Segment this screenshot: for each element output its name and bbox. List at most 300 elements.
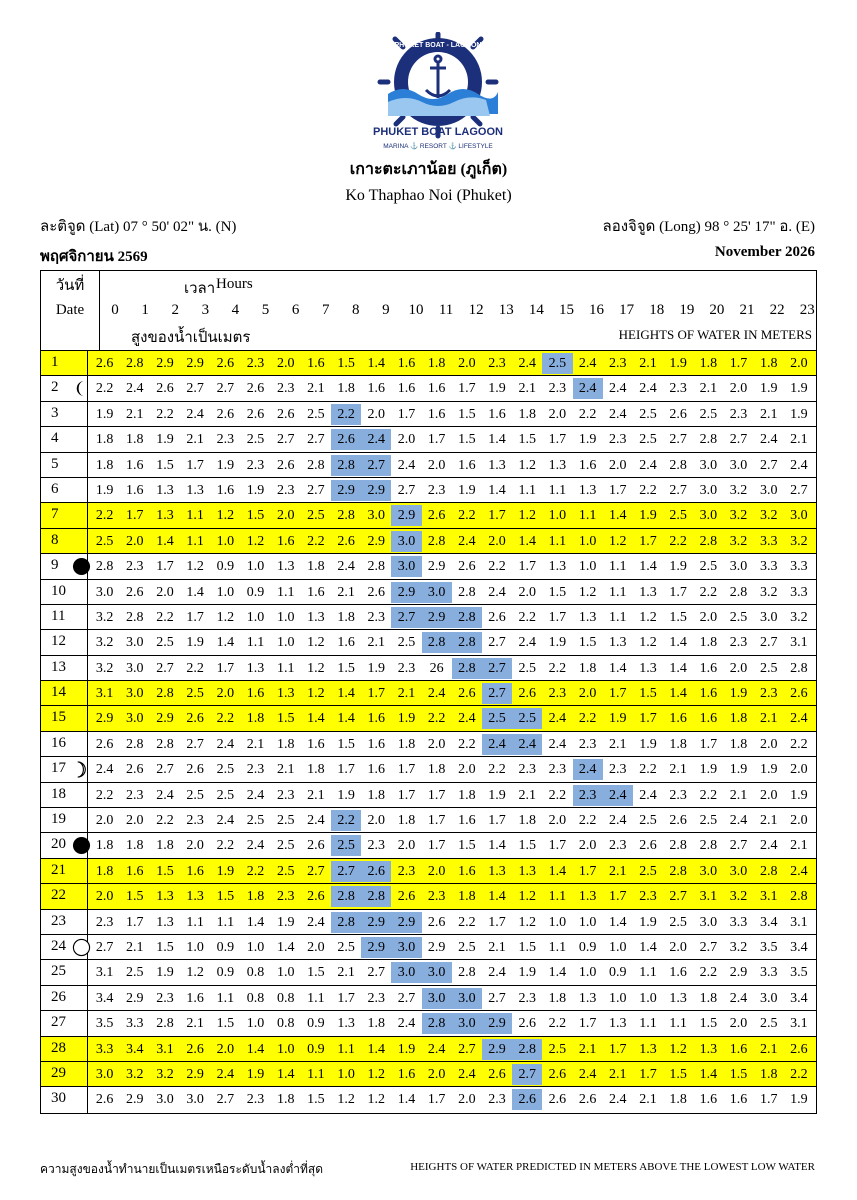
table-row: [41, 1062, 816, 1087]
table-row: [41, 1037, 816, 1062]
logo-ring-text: PHUKET BOAT - LAGOON: [394, 42, 482, 49]
table-row: [41, 1011, 816, 1036]
height-cell: 2.2: [488, 762, 506, 778]
height-cell: 2.3: [518, 990, 536, 1006]
height-cell: 2.0: [422, 861, 452, 882]
hours-label: Hours: [216, 276, 253, 292]
height-cell: 1.9: [458, 482, 476, 498]
height-cell: 3.2: [723, 505, 753, 526]
height-cell: 2.6: [95, 1092, 114, 1108]
height-cell: 2.4: [512, 353, 542, 374]
height-cell: 1.3: [156, 482, 174, 498]
height-cell: 2.1: [307, 787, 325, 803]
height-cell: 2.9: [180, 353, 210, 374]
height-cell: 3.4: [120, 1039, 150, 1060]
height-cell: 2.0: [548, 406, 567, 422]
height-cell: 3.3: [759, 559, 778, 575]
height-cell: 2.6: [331, 429, 361, 450]
height-cell: 2.0: [90, 886, 120, 907]
height-cell: 2.3: [548, 762, 567, 778]
height-cell: 2.8: [790, 660, 808, 676]
height-cell: 1.6: [301, 353, 331, 374]
height-cell: 3.2: [150, 1064, 180, 1085]
height-cell: 2.1: [307, 381, 325, 397]
height-cell: 2.0: [548, 813, 567, 829]
table-row: [41, 833, 816, 858]
height-cell: 1.6: [693, 708, 723, 729]
height-cell: 2.0: [729, 1016, 748, 1032]
day-number: 28: [51, 1039, 66, 1056]
height-cell: 2.6: [639, 838, 657, 854]
height-cell: 2.5: [518, 660, 536, 676]
height-cell: 2.8: [693, 531, 723, 552]
table-row: [41, 910, 816, 935]
height-cell: 2.1: [488, 939, 506, 955]
height-cell: 2.2: [699, 965, 718, 981]
height-cell: 2.5: [397, 635, 416, 651]
day-cell: [41, 1037, 88, 1061]
height-cell: 3.4: [790, 990, 808, 1006]
day-cell: [41, 580, 88, 604]
height-cell: 2.9: [391, 582, 421, 603]
height-cell: 2.4: [156, 787, 174, 803]
height-cell: 2.5: [639, 813, 657, 829]
height-cell: 2.5: [180, 683, 210, 704]
height-cell: 1.3: [488, 457, 506, 473]
height-cell: 2.2: [458, 736, 476, 752]
height-cell: 2.1: [186, 1016, 204, 1032]
hour-label: 19: [679, 302, 695, 318]
height-cell: 1.9: [578, 432, 597, 448]
height-cell: 1.7: [548, 609, 567, 625]
height-cell: 2.6: [548, 1092, 567, 1108]
height-cell: 2.8: [784, 886, 814, 907]
day-number: 24: [51, 937, 66, 954]
height-cell: 1.1: [216, 990, 235, 1006]
height-cell: 2.5: [639, 406, 657, 422]
height-cell: 1.5: [120, 886, 150, 907]
height-cell: 2.4: [452, 531, 482, 552]
height-cell: 2.8: [307, 457, 325, 473]
height-cell: 2.4: [422, 1039, 452, 1060]
hour-label: 18: [649, 302, 665, 318]
height-cell: 2.5: [216, 762, 235, 778]
logo-tagline: MARINA ⚓ RESORT ⚓ LIFESTYLE: [383, 143, 493, 150]
height-cell: 1.8: [699, 990, 718, 1006]
height-cell: 2.3: [126, 787, 144, 803]
day-cell: [41, 427, 88, 451]
height-cell: 3.2: [95, 635, 114, 651]
hour-label: 21: [739, 302, 755, 318]
height-cell: 1.1: [246, 635, 265, 651]
height-cell: 1.5: [156, 939, 174, 955]
height-cell: 1.6: [126, 482, 144, 498]
day-number: 3: [51, 404, 59, 421]
height-cell: 2.1: [609, 736, 627, 752]
height-cell: 2.4: [603, 785, 633, 806]
height-cell: 1.7: [669, 584, 687, 600]
height-cell: 2.9: [126, 1092, 144, 1108]
hour-label: 17: [619, 302, 635, 318]
height-cell: 2.4: [482, 734, 512, 755]
height-cell: 2.6: [126, 762, 144, 778]
height-cell: 2.5: [216, 787, 235, 803]
height-cell: 2.9: [427, 559, 446, 575]
height-cell: 2.6: [458, 559, 476, 575]
day-cell: [41, 478, 88, 502]
height-cell: 1.6: [458, 457, 476, 473]
height-cell: 3.3: [90, 1039, 120, 1060]
height-cell: 1.1: [276, 660, 295, 676]
day-cell: [41, 503, 88, 527]
month-thai: พฤศจิกายน 2569: [40, 249, 148, 265]
height-cell: 2.8: [452, 632, 482, 653]
height-cell: 2.1: [337, 584, 355, 600]
height-cell: 1.8: [458, 787, 476, 803]
height-cell: 1.5: [216, 1016, 235, 1032]
height-cell: 1.8: [276, 1092, 295, 1108]
height-cell: 2.5: [246, 432, 265, 448]
height-cell: 1.5: [156, 457, 174, 473]
height-cell: 1.9: [276, 914, 295, 930]
height-cell: 1.8: [367, 787, 386, 803]
height-cell: 2.2: [458, 914, 476, 930]
height-cell: 2.5: [90, 531, 120, 552]
day-number: 23: [51, 912, 66, 929]
height-cell: 1.4: [548, 965, 567, 981]
height-cell: 1.9: [391, 1039, 421, 1060]
height-cell: 2.0: [427, 457, 446, 473]
height-cell: 2.2: [548, 1016, 567, 1032]
height-cell: 1.1: [518, 482, 536, 498]
height-cell: 2.9: [361, 531, 391, 552]
height-cell: 3.0: [452, 1013, 482, 1034]
height-cell: 2.1: [759, 813, 778, 829]
table-row: [41, 503, 816, 528]
height-cell: 1.1: [186, 914, 204, 930]
height-cell: 2.7: [482, 683, 512, 704]
height-cell: 3.5: [759, 939, 778, 955]
height-cell: 1.9: [790, 787, 808, 803]
height-cell: 2.3: [276, 482, 295, 498]
height-cell: 2.8: [512, 1039, 542, 1060]
height-cell: 2.4: [609, 813, 627, 829]
height-cell: 1.5: [337, 660, 355, 676]
height-cell: 2.2: [663, 531, 693, 552]
height-cell: 1.3: [669, 990, 687, 1006]
height-cell: 1.7: [573, 861, 603, 882]
height-cell: 1.5: [723, 1064, 753, 1085]
height-cell: 2.4: [126, 381, 144, 397]
height-cell: 2.2: [790, 736, 808, 752]
table-row: [41, 630, 816, 655]
height-cell: 2.0: [367, 813, 386, 829]
height-cell: 2.0: [271, 353, 301, 374]
height-cell: 0.9: [301, 1039, 331, 1060]
height-cell: 2.1: [759, 406, 778, 422]
height-cell: 1.9: [663, 353, 693, 374]
day-number: 6: [51, 480, 59, 497]
height-cell: 2.6: [180, 708, 210, 729]
height-cell: 1.8: [548, 990, 567, 1006]
height-cell: 1.5: [307, 1092, 325, 1108]
height-cell: 1.2: [337, 1092, 355, 1108]
height-cell: 2.3: [216, 432, 235, 448]
height-cell: 2.1: [639, 1092, 657, 1108]
height-cell: 2.6: [427, 914, 446, 930]
height-cell: 1.0: [246, 939, 265, 955]
height-cell: 2.7: [729, 432, 748, 448]
height-cell: 1.6: [488, 406, 506, 422]
height-cell: 2.0: [126, 813, 144, 829]
height-cell: 1.2: [210, 505, 240, 526]
height-cell: 1.8: [90, 861, 120, 882]
height-cell: 1.1: [573, 505, 603, 526]
height-cell: 2.0: [578, 838, 597, 854]
height-cell: 2.9: [150, 353, 180, 374]
height-cell: 0.9: [609, 965, 627, 981]
height-cell: 1.2: [603, 531, 633, 552]
day-number: 22: [51, 887, 66, 904]
day-cell: [41, 910, 88, 934]
day-number: 17: [51, 760, 66, 777]
day-cell: [41, 554, 88, 578]
height-cell: 2.8: [422, 632, 452, 653]
height-cell: 2.6: [669, 813, 687, 829]
table-row: [41, 884, 816, 909]
table-row: [41, 1087, 816, 1112]
height-cell: 2.2: [301, 531, 331, 552]
day-number: 21: [51, 861, 66, 878]
height-cell: 2.8: [699, 432, 718, 448]
moon-first-quarter-icon: [72, 760, 91, 779]
height-cell: 2.3: [548, 381, 567, 397]
height-cell: 2.1: [126, 939, 144, 955]
height-cell: 1.9: [210, 861, 240, 882]
height-cell: 1.7: [633, 708, 663, 729]
height-cell: 1.0: [246, 1016, 265, 1032]
height-cell: 2.2: [699, 584, 718, 600]
hour-label: 13: [498, 302, 514, 318]
day-cell: [41, 1062, 88, 1086]
height-cell: 1.3: [337, 1016, 355, 1032]
height-cell: 1.4: [186, 584, 204, 600]
height-cell: 2.6: [512, 1089, 542, 1110]
height-cell: 1.5: [518, 432, 536, 448]
height-cell: 2.3: [427, 482, 446, 498]
height-cell: 3.0: [784, 505, 814, 526]
height-cell: 1.4: [482, 886, 512, 907]
height-cell: 2.6: [246, 406, 265, 422]
height-cell: 1.7: [397, 762, 416, 778]
height-cell: 2.7: [397, 482, 416, 498]
height-cell: 2.5: [699, 559, 718, 575]
height-cell: 2.2: [216, 838, 235, 854]
day-cell: [41, 757, 88, 781]
height-cell: 2.2: [90, 505, 120, 526]
height-cell: 1.2: [361, 1064, 391, 1085]
height-cell: 2.7: [729, 838, 748, 854]
height-cell: 2.4: [759, 432, 778, 448]
height-cell: 3.1: [150, 1039, 180, 1060]
height-cell: 2.6: [210, 353, 240, 374]
height-cell: 2.1: [603, 1064, 633, 1085]
height-cell: 1.3: [578, 609, 597, 625]
height-cell: 1.2: [518, 457, 536, 473]
height-cell: 2.9: [150, 708, 180, 729]
height-cell: 1.5: [331, 353, 361, 374]
hour-label: 16: [589, 302, 605, 318]
height-cell: 2.4: [729, 990, 748, 1006]
height-cell: 1.4: [240, 1039, 270, 1060]
height-cell: 2.6: [518, 1016, 536, 1032]
height-cell: 2.7: [216, 381, 235, 397]
height-cell: 1.8: [518, 813, 536, 829]
height-cell: 1.5: [669, 609, 687, 625]
height-cell: 1.7: [603, 1039, 633, 1060]
hour-label: 9: [382, 302, 390, 318]
day-cell: [41, 453, 88, 477]
height-cell: 3.0: [422, 582, 452, 603]
table-row: [41, 554, 816, 579]
height-cell: 1.3: [633, 1039, 663, 1060]
height-cell: 2.8: [95, 559, 114, 575]
height-cell: 1.9: [790, 1092, 808, 1108]
height-cell: 1.9: [95, 482, 114, 498]
height-cell: 2.0: [156, 584, 174, 600]
table-row: [41, 960, 816, 985]
height-cell: 3.2: [729, 939, 748, 955]
height-cell: 2.1: [126, 406, 144, 422]
height-cell: 2.8: [452, 607, 482, 628]
height-cell: 1.4: [361, 1039, 391, 1060]
height-cell: 2.5: [271, 861, 301, 882]
height-cell: 3.2: [120, 1064, 150, 1085]
height-cell: 2.2: [186, 660, 204, 676]
height-cell: 1.0: [276, 965, 295, 981]
height-cell: 1.3: [276, 559, 295, 575]
height-cell: 1.8: [126, 432, 144, 448]
tide-table: [40, 270, 817, 1114]
height-cell: 2.8: [729, 584, 748, 600]
hour-label: 3: [201, 302, 210, 318]
height-cell: 2.4: [246, 838, 265, 854]
height-cell: 2.3: [603, 353, 633, 374]
table-row: [41, 605, 816, 630]
day-cell: [41, 630, 88, 654]
height-cell: 1.2: [307, 660, 325, 676]
height-cell: 1.8: [729, 736, 748, 752]
height-cell: 2.3: [669, 381, 687, 397]
height-cell: 2.5: [759, 1016, 778, 1032]
height-cell: 3.4: [759, 914, 778, 930]
day-cell: [41, 529, 88, 553]
height-cell: 2.0: [271, 505, 301, 526]
height-cell: 2.3: [276, 381, 295, 397]
station-title-thai: เกาะตะเภาน้อย (ภูเก็ต): [349, 161, 508, 178]
height-cell: 2.2: [156, 609, 174, 625]
height-cell: 2.8: [156, 1016, 174, 1032]
height-cell: 1.2: [216, 609, 235, 625]
height-cell: 2.5: [156, 635, 174, 651]
height-cell: 3.0: [391, 937, 421, 958]
height-cell: 1.1: [609, 584, 627, 600]
height-cell: 2.5: [331, 835, 361, 856]
height-cell: 1.2: [578, 584, 597, 600]
height-cell: 0.9: [216, 965, 235, 981]
height-cell: 1.7: [603, 683, 633, 704]
hour-label: 1: [141, 302, 149, 318]
height-cell: 3.2: [754, 505, 784, 526]
height-cell: 1.7: [633, 1064, 663, 1085]
height-cell: 2.4: [186, 406, 204, 422]
height-cell: 1.7: [216, 660, 235, 676]
height-cell: 2.4: [573, 353, 603, 374]
height-cell: 2.9: [180, 1064, 210, 1085]
height-cell: 1.6: [367, 381, 386, 397]
height-cell: 1.0: [609, 939, 627, 955]
height-cell: 1.1: [548, 482, 567, 498]
height-cell: 1.1: [307, 990, 325, 1006]
height-cell: 2.5: [512, 708, 542, 729]
day-cell: [41, 1087, 88, 1112]
table-row: [41, 681, 816, 706]
height-cell: 1.6: [391, 1064, 421, 1085]
height-cell: 1.7: [186, 457, 204, 473]
height-cell: 1.9: [548, 635, 567, 651]
height-cell: 3.1: [95, 965, 114, 981]
height-cell: 2.5: [669, 914, 687, 930]
height-cell: 1.9: [156, 432, 174, 448]
height-cell: 2.3: [271, 886, 301, 907]
height-cell: 1.8: [422, 353, 452, 374]
height-cell: 2.6: [784, 683, 814, 704]
height-cell: 2.4: [759, 838, 778, 854]
height-cell: 3.4: [95, 990, 114, 1006]
height-cell: 2.0: [427, 736, 446, 752]
height-cell: 2.3: [397, 660, 416, 676]
day-cell: [41, 656, 88, 680]
height-cell: 3.3: [790, 559, 808, 575]
date-header-english: Date: [55, 302, 85, 318]
height-cell: 2.6: [784, 1039, 814, 1060]
day-cell: [41, 859, 88, 883]
height-cell: 2.6: [276, 406, 295, 422]
height-cell: 1.8: [307, 762, 325, 778]
table-row: [41, 732, 816, 757]
height-cell: 2.1: [699, 381, 718, 397]
height-cell: 1.4: [246, 914, 265, 930]
height-cell: 2.5: [639, 432, 657, 448]
height-cell: 1.7: [488, 813, 506, 829]
height-cell: 2.1: [391, 683, 421, 704]
height-cell: 2.4: [518, 635, 536, 651]
day-number: 1: [51, 354, 59, 370]
day-number: 12: [51, 633, 66, 650]
height-cell: 1.3: [609, 1016, 627, 1032]
height-cell: 1.9: [699, 762, 718, 778]
height-cell: 2.6: [669, 406, 687, 422]
hour-label: 0: [111, 302, 119, 318]
height-cell: 3.1: [693, 886, 723, 907]
height-cell: 1.9: [639, 736, 657, 752]
height-label-thai: สูงของน้ำเป็นเมตร: [131, 330, 251, 346]
height-cell: 1.9: [669, 559, 687, 575]
height-cell: 1.9: [156, 965, 174, 981]
height-cell: 1.6: [271, 531, 301, 552]
height-cell: 1.7: [427, 1092, 446, 1108]
height-cell: 2.7: [663, 886, 693, 907]
